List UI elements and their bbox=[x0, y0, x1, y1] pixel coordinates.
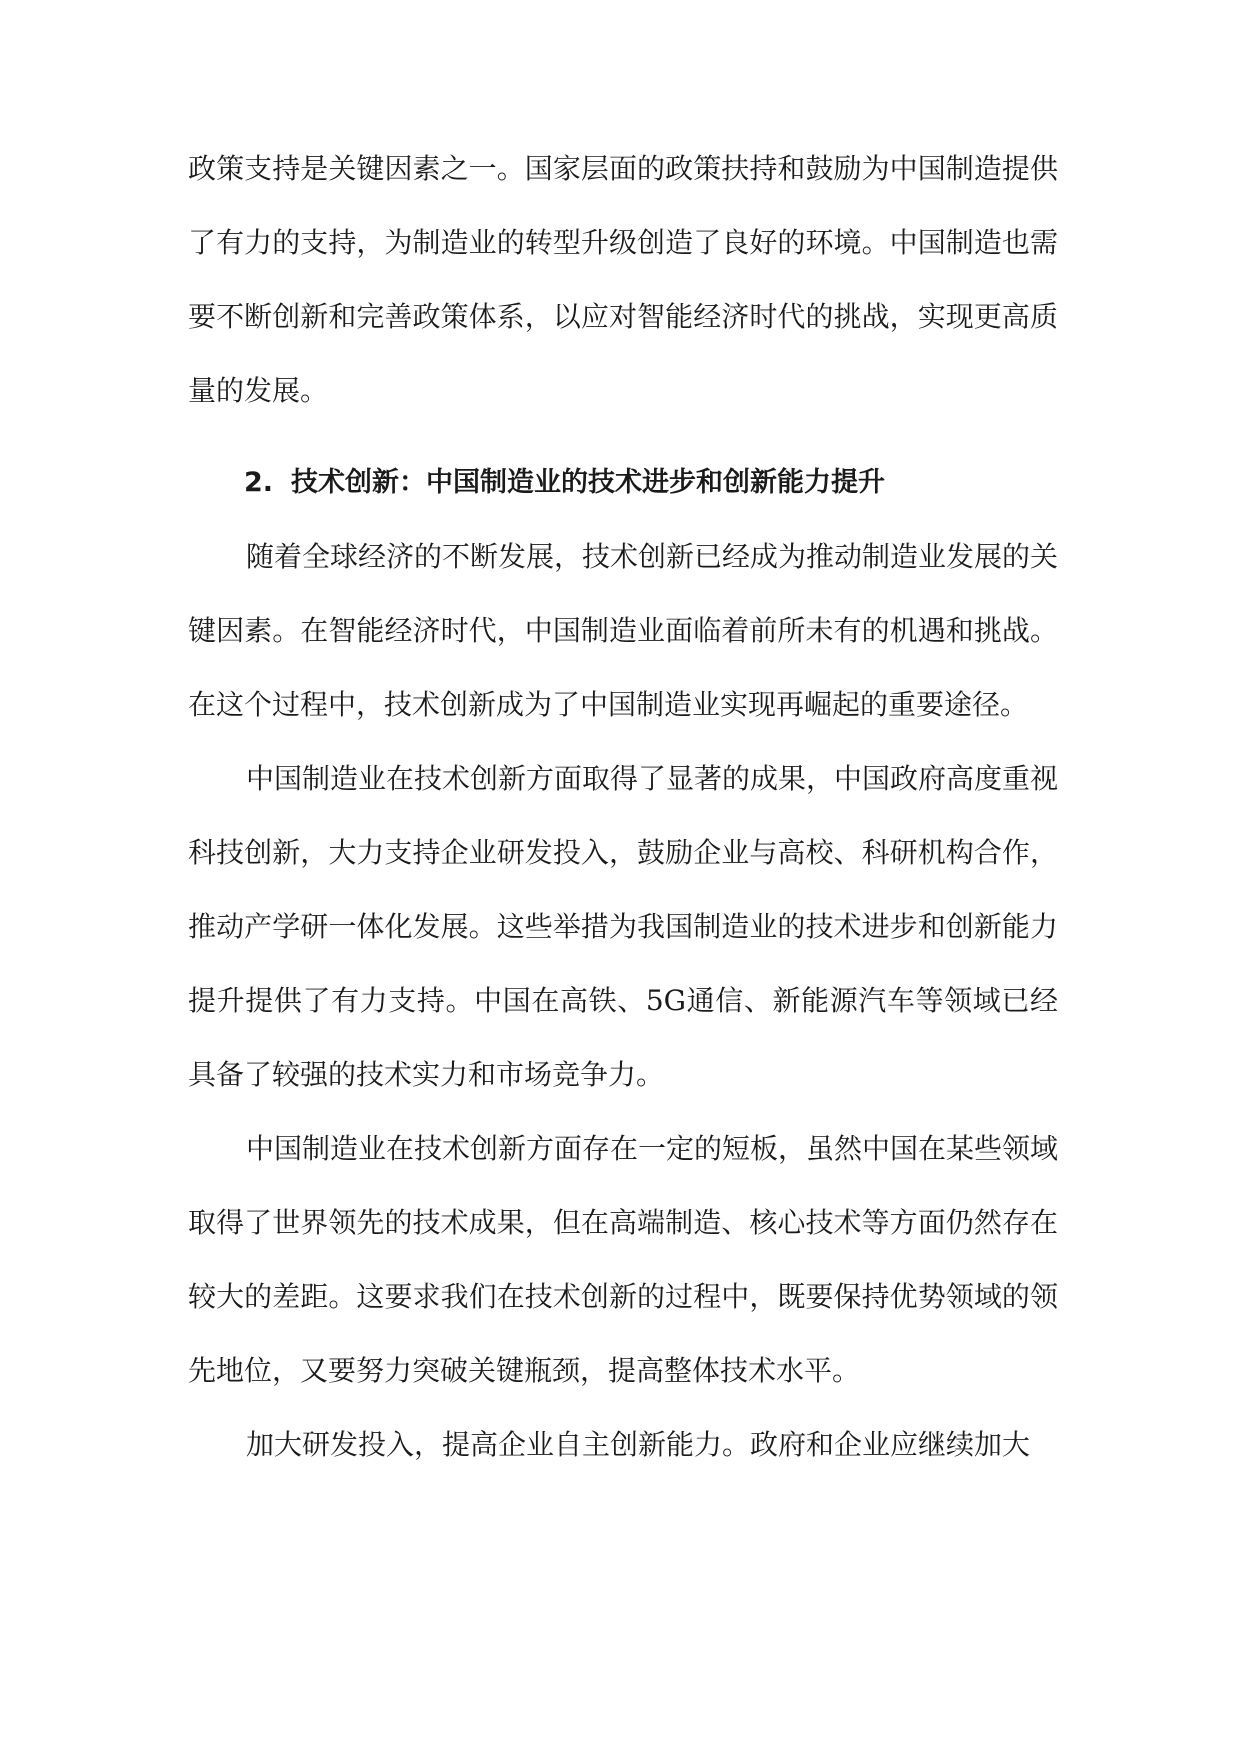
paragraph-tech-innovation-intro: 随着全球经济的不断发展，技术创新已经成为推动制造业发展的关键因素。在智能经济时代，中国制造业面临着前所未有的机遇和挑战。在这个过程中，技术创新成为了中国制造业实现再崛起的重要途径。 bbox=[188, 540, 1059, 721]
section-heading bbox=[188, 446, 1058, 520]
paragraph-tech-achievements: 中国制造业在技术创新方面取得了显著的成果，中国政府高度重视科技创新，大力支持企业研发投入，鼓励企业与高校、科研机构合作，推动产学研一体化发展。这些举措为我国制造业的技术进步和创新能力提升提供了有力支持。中国在高铁、5G通信、新能源汽车等领域已经具备了较强的技术实力和市场竞争力。 bbox=[188, 762, 1059, 1091]
section-number: 2. bbox=[244, 467, 274, 498]
document-body bbox=[188, 132, 1058, 1482]
paragraph-policy-support: 政策支持是关键因素之一。国家层面的政策扶持和鼓励为中国制造提供了有力的支持，为制造业的转型升级创造了良好的环境。中国制造也需要不断创新和完善政策体系，以应对智能经济时代的挑战，实现更高质量的发展。 bbox=[188, 152, 1058, 407]
paragraph-tech-shortcomings: 中国制造业在技术创新方面存在一定的短板，虽然中国在某些领域取得了世界领先的技术成果，但在高端制造、核心技术等方面仍然存在较大的差距。这要求我们在技术创新的过程中，既要保持优势领域的领先地位，又要努力突破关键瓶颈，提高整体技术水平。 bbox=[188, 1132, 1059, 1387]
paragraph-rd-investment: 加大研发投入，提高企业自主创新能力。政府和企业应继续加大 bbox=[246, 1428, 1031, 1461]
section-title: 技术创新：中国制造业的技术进步和创新能力提升 bbox=[291, 467, 886, 498]
